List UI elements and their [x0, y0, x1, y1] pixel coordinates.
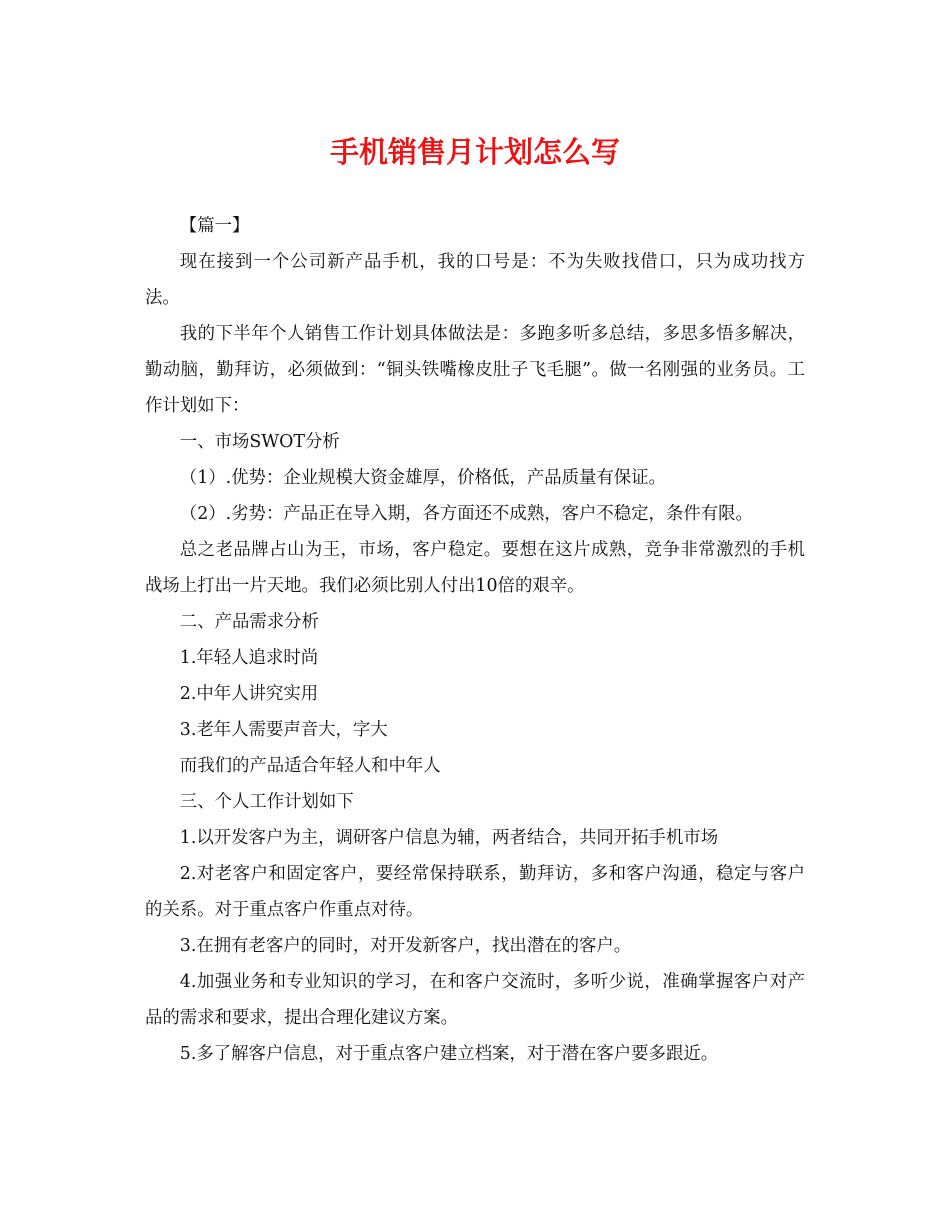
- list-item-strengths: （1）.优势：企业规模大资金雄厚，价格低，产品质量有保证。: [179, 468, 666, 488]
- list-item: 1.以开发客户为主，调研客户信息为辅，两者结合，共同开拓手机市场: [179, 828, 719, 848]
- document-title: 手机销售月计划怎么写: [329, 135, 620, 169]
- section-heading-part-one: 【篇一】: [179, 216, 250, 236]
- list-item: 2.对老客户和固定客户，要经常保持联系，勤拜访，多和客户沟通，稳定与客户的关系。对于重点客户作重点对待。: [145, 864, 805, 920]
- list-item: 1.年轻人追求时尚: [179, 648, 319, 668]
- list-item: 3.老年人需要声音大，字大: [179, 720, 388, 740]
- body-paragraph: 现在接到一个公司新产品手机，我的口号是：不为失败找借口，只为成功找方法。: [145, 252, 805, 308]
- body-paragraph: 我的下半年个人销售工作计划具体做法是：多跑多听多总结，多思多悟多解决，勤动脑，勤拜访，必须做到：“铜头铁嘴橡皮肚子飞毛腿”。做一名刚强的业务员。工作计划如下：: [145, 324, 805, 416]
- list-item: 2.中年人讲究实用: [179, 684, 319, 704]
- list-item: 3.在拥有老客户的同时，对开发新客户，找出潜在的客户。: [179, 936, 632, 956]
- list-item-weaknesses: （2）.劣势：产品正在导入期，各方面还不成熟，客户不稳定，条件有限。: [179, 504, 753, 524]
- document-body: [145, 208, 805, 1072]
- section-heading-swot: 一、市场SWOT分析: [179, 432, 340, 452]
- body-paragraph: 而我们的产品适合年轻人和中年人: [179, 756, 441, 776]
- section-heading-work-plan: 三、个人工作计划如下: [179, 792, 354, 812]
- list-item: 4.加强业务和专业知识的学习，在和客户交流时，多听少说，准确掌握客户对产品的需求和要求，提出合理化建议方案。: [145, 972, 805, 1028]
- list-item: 5.多了解客户信息，对于重点客户建立档案，对于潜在客户要多跟近。: [179, 1044, 719, 1064]
- section-heading-demand: 二、产品需求分析: [179, 612, 319, 632]
- body-paragraph: 总之老品牌占山为王，市场，客户稳定。要想在这片成熟，竞争非常激烈的手机战场上打出一片天地。我们必须比别人付出10倍的艰辛。: [145, 540, 805, 596]
